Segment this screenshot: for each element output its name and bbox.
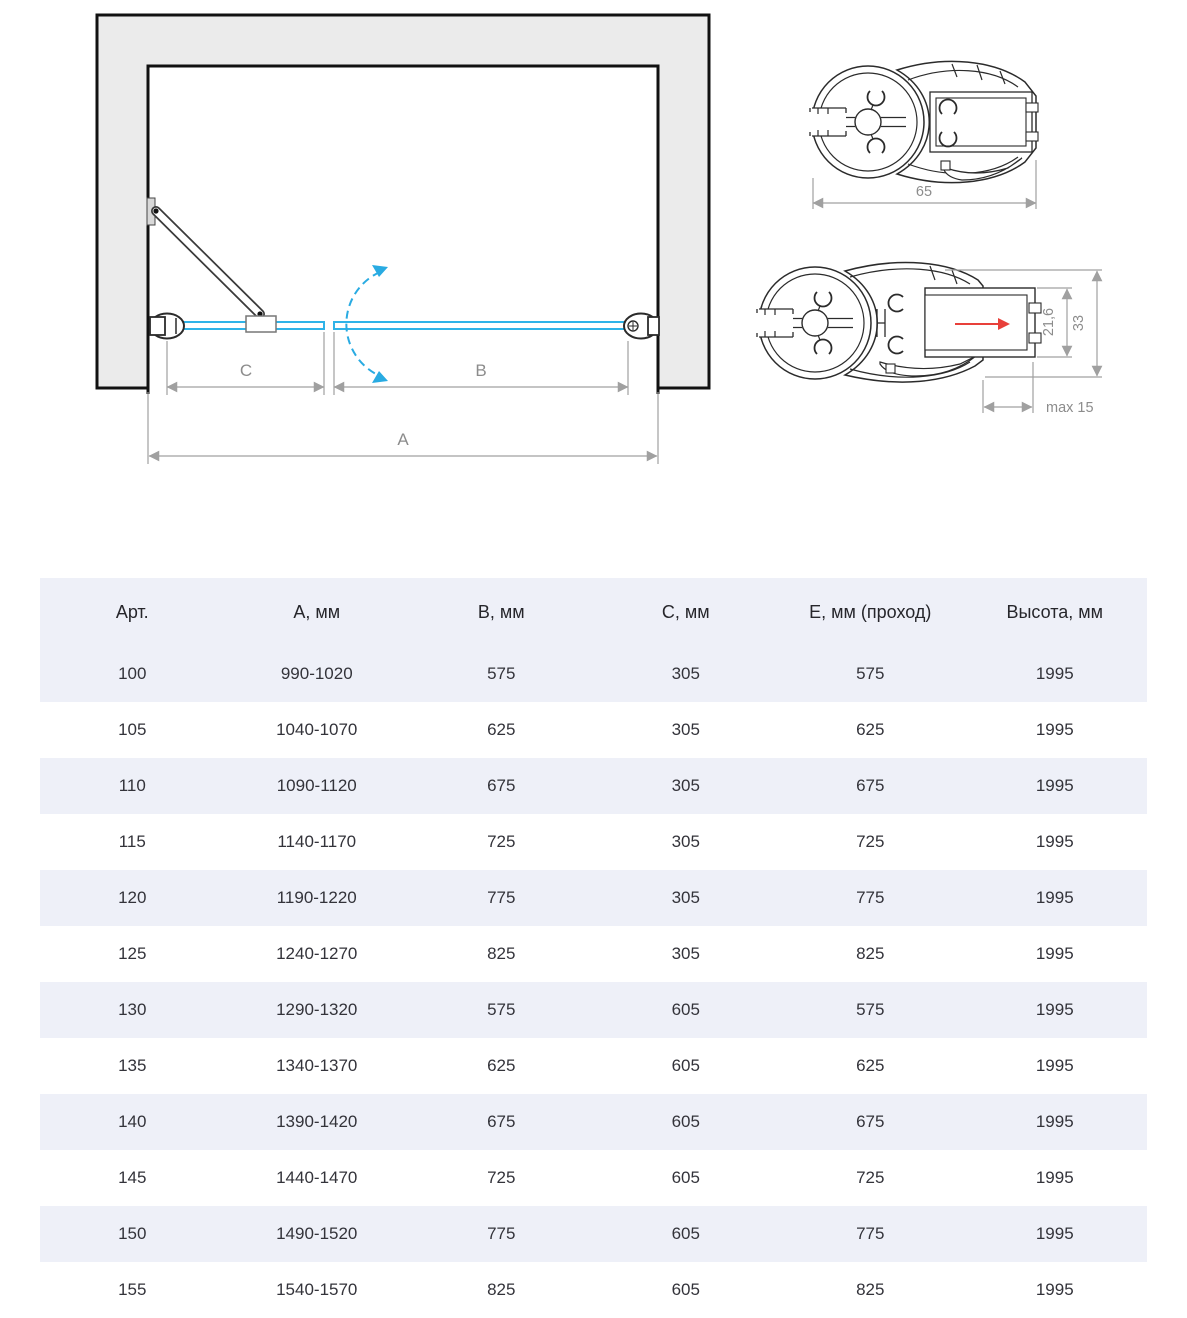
- cell-e: 825: [856, 944, 885, 963]
- cell-art: 140: [118, 1112, 147, 1131]
- cell-art: 155: [118, 1280, 147, 1299]
- table-row: [40, 870, 1147, 926]
- table-row: [40, 702, 1147, 758]
- cell-art: 120: [118, 888, 147, 907]
- cell-c: 305: [671, 888, 700, 907]
- cell-height: 1995: [1035, 1112, 1074, 1131]
- cell-a: 1340-1370: [276, 1056, 358, 1075]
- cell-c: 605: [671, 1000, 700, 1019]
- technical-drawings: [0, 0, 1187, 565]
- cell-b: 575: [487, 664, 516, 683]
- table-header: [40, 578, 1147, 646]
- cell-b: 775: [487, 888, 516, 907]
- door-glass-panel: [334, 322, 630, 329]
- cell-c: 605: [671, 1280, 700, 1299]
- cell-e: 625: [856, 720, 885, 739]
- col-header-a: А, мм: [225, 578, 410, 646]
- table-body: [40, 646, 1147, 1318]
- cell-b: 825: [487, 944, 516, 963]
- sliding-insert: [925, 288, 1041, 357]
- cell-b: 825: [487, 1280, 516, 1299]
- installation-top-view: [97, 15, 709, 464]
- dim-label-b: B: [475, 361, 487, 380]
- dim-label-c: C: [239, 361, 253, 380]
- cell-c: 305: [671, 776, 700, 795]
- cell-art: 130: [118, 1000, 147, 1019]
- cell-c: 605: [671, 1224, 700, 1243]
- cell-b: 575: [487, 1000, 516, 1019]
- cell-a: 1540-1570: [276, 1280, 358, 1299]
- bar-glass-connector: [246, 316, 276, 332]
- right-wall-bracket: [624, 314, 659, 339]
- cell-e: 725: [856, 832, 885, 851]
- cell-c: 305: [671, 664, 700, 683]
- wall-opening: [148, 66, 658, 394]
- cell-a: 1040-1070: [276, 720, 358, 739]
- cell-art: 105: [118, 720, 147, 739]
- col-header-height: Высота, мм: [963, 578, 1148, 646]
- col-header-art: Арт.: [40, 578, 225, 646]
- cell-a: 1290-1320: [276, 1000, 358, 1019]
- col-header-e: Е, мм (проход): [778, 578, 963, 646]
- cell-b: 725: [487, 832, 516, 851]
- cell-c: 305: [671, 832, 700, 851]
- cell-art: 115: [118, 832, 146, 851]
- cell-b: 775: [487, 1224, 516, 1243]
- cell-a: 1390-1420: [276, 1112, 358, 1131]
- size-spec-table: [40, 578, 1147, 1318]
- cell-art: 150: [118, 1224, 147, 1243]
- cell-height: 1995: [1035, 1000, 1074, 1019]
- profile-round-assembly: [757, 267, 871, 379]
- table-row: [40, 1206, 1147, 1262]
- dim-label-21-6: 21,6: [1041, 307, 1057, 337]
- cell-e: 725: [856, 1168, 885, 1187]
- cell-art: 135: [118, 1056, 147, 1075]
- cell-height: 1995: [1035, 1056, 1074, 1075]
- cell-height: 1995: [1035, 720, 1074, 739]
- cell-height: 1995: [1035, 888, 1074, 907]
- cell-height: 1995: [1035, 664, 1074, 683]
- cell-e: 675: [856, 776, 885, 795]
- table-row: [40, 926, 1147, 982]
- cell-b: 725: [487, 1168, 516, 1187]
- cell-c: 305: [671, 944, 700, 963]
- col-header-c: С, мм: [594, 578, 779, 646]
- cell-a: 1440-1470: [276, 1168, 358, 1187]
- cell-b: 625: [487, 1056, 516, 1075]
- table-row: [40, 646, 1147, 702]
- table-row: [40, 1038, 1147, 1094]
- table-row: [40, 982, 1147, 1038]
- table-row: [40, 1262, 1147, 1318]
- table-row: [40, 758, 1147, 814]
- dim-label-33: 33: [1071, 314, 1087, 332]
- cell-height: 1995: [1035, 1280, 1074, 1299]
- cell-c: 605: [671, 1056, 700, 1075]
- profile-cross-section-extended: [757, 262, 1102, 416]
- cell-height: 1995: [1035, 832, 1074, 851]
- cell-a: 1140-1170: [277, 832, 357, 851]
- cell-a: 1090-1120: [276, 776, 357, 795]
- cell-c: 605: [671, 1168, 700, 1187]
- cell-height: 1995: [1035, 944, 1074, 963]
- dim-label-a: A: [397, 430, 409, 449]
- profile-chamber: [930, 92, 1032, 152]
- cell-b: 625: [487, 720, 516, 739]
- cell-e: 625: [856, 1056, 885, 1075]
- cell-a: 1490-1520: [276, 1224, 358, 1243]
- cell-e: 575: [856, 664, 885, 683]
- cell-art: 110: [118, 776, 146, 795]
- cell-b: 675: [487, 776, 516, 795]
- left-wall-bracket: [150, 314, 184, 339]
- cell-e: 775: [856, 888, 885, 907]
- cell-c: 305: [671, 720, 700, 739]
- cell-a: 1190-1220: [276, 888, 357, 907]
- cell-a: 1240-1270: [276, 944, 358, 963]
- cell-art: 125: [118, 944, 147, 963]
- cell-e: 775: [856, 1224, 885, 1243]
- dim-label-65: 65: [915, 184, 933, 200]
- cell-height: 1995: [1035, 1224, 1074, 1243]
- cell-a: 990-1020: [280, 664, 353, 683]
- cell-art: 145: [118, 1168, 147, 1187]
- table-row: [40, 1094, 1147, 1150]
- table-row: [40, 814, 1147, 870]
- cell-e: 675: [856, 1112, 885, 1131]
- col-header-b: В, мм: [409, 578, 594, 646]
- cell-e: 825: [856, 1280, 885, 1299]
- dim-label-max15: max 15: [1046, 400, 1094, 416]
- table-row: [40, 1150, 1147, 1206]
- cell-c: 605: [671, 1112, 700, 1131]
- profile-round-assembly: [810, 66, 924, 178]
- cell-e: 575: [856, 1000, 885, 1019]
- cell-art: 100: [118, 664, 147, 683]
- profile-cross-section-65: [810, 61, 1038, 209]
- cell-height: 1995: [1035, 776, 1074, 795]
- cell-height: 1995: [1035, 1168, 1074, 1187]
- cell-b: 675: [487, 1112, 516, 1131]
